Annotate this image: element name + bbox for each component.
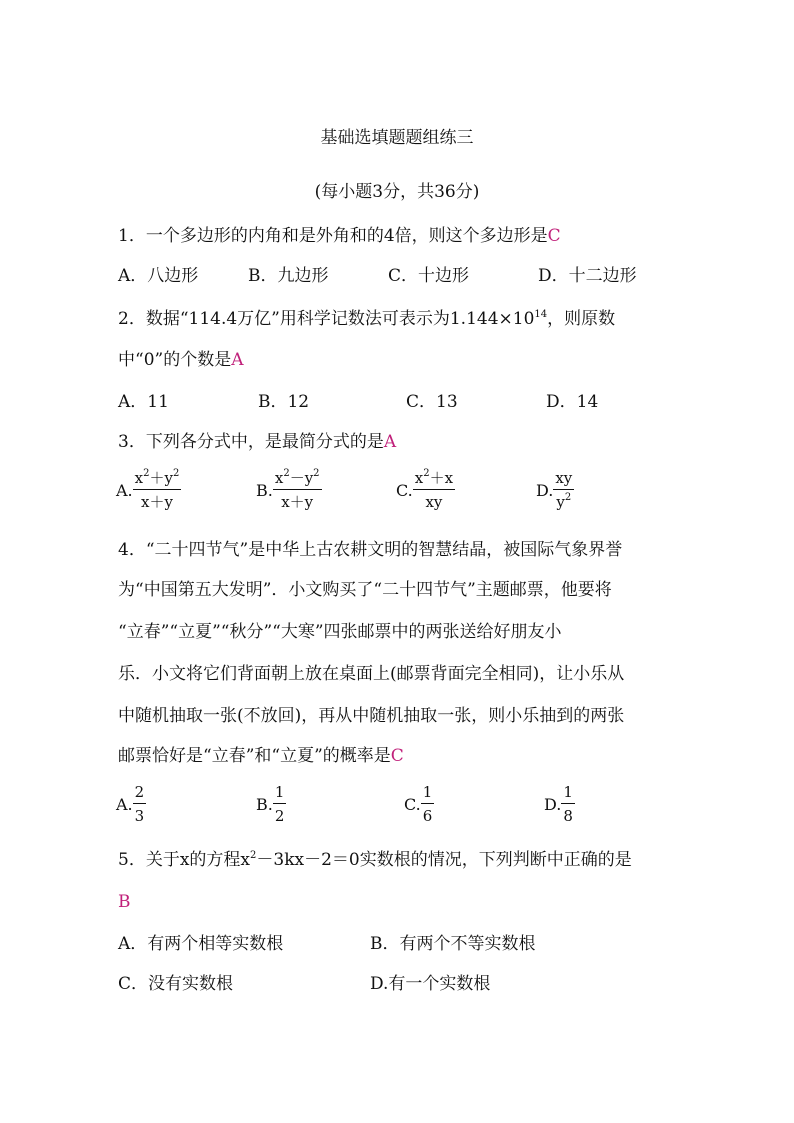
fraction-denominator: 8 bbox=[563, 807, 573, 825]
den-sup: 2 bbox=[564, 492, 572, 503]
question-1-option-c: C．十边形 bbox=[388, 266, 470, 286]
question-4-option-d bbox=[544, 784, 575, 824]
option-letter: D. bbox=[536, 480, 554, 500]
den-part: y bbox=[556, 493, 565, 511]
num-part: ＋y bbox=[149, 469, 173, 487]
question-4-line-5: 中随机抽取一张(不放回)，再从中随机抽取一张，则小乐抽到的两张 bbox=[118, 706, 625, 726]
question-4-line-3: “立春”“立夏”“秋分”“大寒”四张邮票中的两张送给好朋友小 bbox=[118, 622, 562, 642]
question-1-text: 1．一个多边形的内角和是外角和的4倍，则这个多边形是 bbox=[118, 226, 548, 246]
document-title: 基础选填题题组练三 bbox=[320, 128, 474, 148]
question-3-option-d bbox=[536, 470, 574, 510]
question-3-option-c bbox=[396, 470, 455, 510]
question-1-option-d: D．十二边形 bbox=[538, 266, 637, 286]
fraction-numerator: 1 bbox=[273, 784, 287, 804]
fraction bbox=[273, 784, 287, 824]
question-3-stem bbox=[118, 432, 396, 452]
question-2-option-a: A．11 bbox=[118, 392, 169, 412]
question-4-line-1: 4．“二十四节气”是中华上古农耕文明的智慧结晶，被国际气象界誉 bbox=[118, 540, 623, 560]
question-5-exponent: 2 bbox=[250, 850, 257, 861]
fraction-denominator: x＋y bbox=[141, 493, 173, 511]
option-letter: D. bbox=[544, 794, 562, 814]
question-4-option-b bbox=[256, 784, 286, 824]
question-4-text: 邮票恰好是“立春”和“立夏”的概率是 bbox=[118, 746, 391, 766]
fraction-numerator: 1 bbox=[421, 784, 435, 804]
question-2-option-c: C．13 bbox=[406, 392, 458, 412]
question-4-line-2: 为“中国第五大发明”．小文购买了“二十四节气”主题邮票，他要将 bbox=[118, 580, 612, 600]
question-2-answer: A bbox=[231, 350, 244, 370]
num-part: －y bbox=[289, 469, 314, 487]
fraction-numerator: 1 bbox=[561, 784, 575, 804]
fraction bbox=[421, 784, 435, 824]
option-letter: A. bbox=[116, 794, 133, 814]
fraction bbox=[561, 784, 575, 824]
num-sup: 2 bbox=[313, 468, 320, 479]
fraction-denominator: 6 bbox=[422, 807, 433, 825]
num-sup: 2 bbox=[423, 468, 430, 479]
fraction-numerator bbox=[133, 470, 182, 490]
question-3-option-b bbox=[256, 470, 322, 510]
num-part: x bbox=[274, 469, 284, 487]
question-4-line-4: 乐．小文将它们背面朝上放在桌面上(邮票背面完全相同)，让小乐从 bbox=[118, 664, 625, 684]
question-1-answer: C bbox=[547, 226, 561, 246]
option-letter: C. bbox=[404, 794, 421, 814]
question-5-text-a: 5．关于x的方程x bbox=[118, 850, 250, 870]
question-2-text-b: ，则原数 bbox=[547, 309, 616, 329]
question-2-stem-line1 bbox=[118, 309, 615, 329]
question-4-option-a bbox=[116, 784, 146, 824]
fraction-denominator: 3 bbox=[134, 807, 145, 825]
fraction bbox=[553, 470, 574, 510]
fraction bbox=[133, 784, 147, 824]
question-5-stem bbox=[118, 850, 632, 870]
num-sup: 2 bbox=[172, 468, 180, 479]
num-part: x bbox=[134, 469, 144, 487]
fraction-denominator: xy bbox=[425, 493, 443, 511]
question-4-line-6 bbox=[118, 746, 404, 766]
fraction bbox=[273, 470, 322, 510]
num-part: x bbox=[414, 469, 424, 487]
num-part: ＋x bbox=[429, 469, 454, 487]
question-5-text-b: －3kx－2＝0实数根的情况，下列判断中正确的是 bbox=[256, 850, 632, 870]
fraction-numerator: xy bbox=[553, 470, 574, 490]
question-5-answer: B bbox=[118, 892, 131, 912]
fraction-numerator bbox=[273, 470, 322, 490]
fraction-numerator: 2 bbox=[133, 784, 147, 804]
fraction bbox=[133, 470, 182, 510]
fraction-denominator: x＋y bbox=[281, 493, 314, 511]
question-2-option-b: B．12 bbox=[258, 392, 310, 412]
question-5-option-b: B．有两个不等实数根 bbox=[370, 934, 536, 954]
num-sup: 2 bbox=[283, 468, 290, 479]
question-2-stem-line2 bbox=[118, 350, 243, 370]
option-letter: C. bbox=[396, 480, 413, 500]
question-5-option-c: C．没有实数根 bbox=[118, 974, 234, 994]
option-letter: A. bbox=[116, 480, 133, 500]
fraction bbox=[413, 470, 455, 510]
question-2-option-d: D．14 bbox=[546, 392, 599, 412]
question-5-option-a: A．有两个相等实数根 bbox=[118, 934, 284, 954]
question-2-text-c: 中“0”的个数是 bbox=[118, 350, 232, 370]
fraction-denominator: 2 bbox=[274, 807, 285, 825]
question-5-option-d: D.有一个实数根 bbox=[370, 974, 491, 994]
question-4-answer: C bbox=[390, 746, 404, 766]
option-letter: B. bbox=[256, 480, 273, 500]
num-sup: 2 bbox=[143, 468, 150, 479]
question-1-option-a: A．八边形 bbox=[118, 266, 199, 286]
fraction-numerator bbox=[413, 470, 455, 490]
document-subtitle: (每小题3分，共36分) bbox=[314, 182, 480, 202]
question-3-answer: A bbox=[383, 432, 397, 452]
fraction-denominator bbox=[553, 490, 574, 510]
question-1-option-b: B．九边形 bbox=[248, 266, 329, 286]
question-2-text-a: 2．数据“114.4万亿”用科学记数法可表示为1.144×10 bbox=[118, 309, 535, 329]
question-1-stem bbox=[118, 226, 561, 246]
question-3-option-a bbox=[116, 470, 181, 510]
question-2-exponent: 14 bbox=[534, 309, 548, 320]
question-4-option-c bbox=[404, 784, 434, 824]
question-3-text: 3．下列各分式中，是最简分式的是 bbox=[118, 432, 384, 452]
option-letter: B. bbox=[256, 794, 273, 814]
